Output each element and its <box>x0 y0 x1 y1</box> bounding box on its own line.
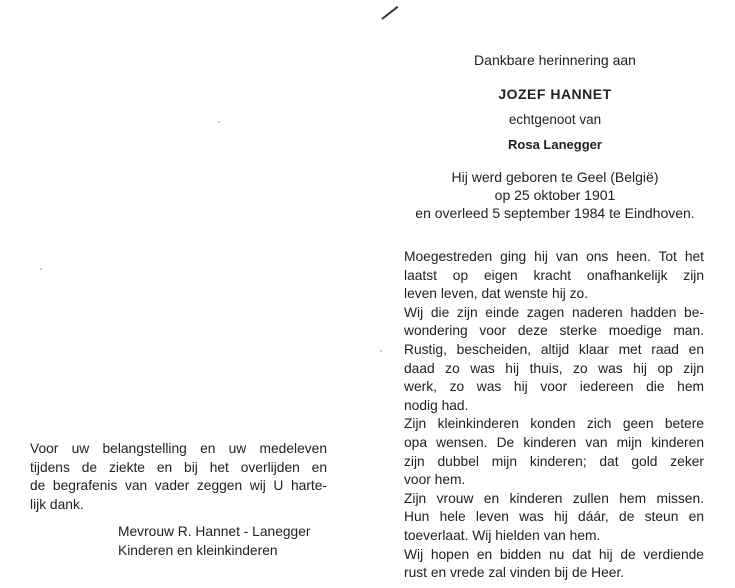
text-line: werk, zo was hij voor iedereen die hem <box>404 379 704 395</box>
birth-place: Hij werd geboren te Geel (België) <box>451 169 659 185</box>
text-line: Zijn kleinkinderen konden zich geen betere <box>404 416 704 432</box>
deceased-name: JOZEF HANNET <box>498 86 612 102</box>
intro-text: Dankbare herinnering aan <box>474 52 636 68</box>
text-line: opa wensen. De kinderen van mijn kinderen <box>404 434 704 450</box>
signature-block <box>118 523 311 560</box>
text-line: zijn dubbel mijn kinderen; dat gold zeker <box>404 453 704 469</box>
memorial-text <box>404 248 704 583</box>
text-line: Hun hele leven was hij dáár, de steun en <box>404 509 704 525</box>
text-line: Wij die zijn einde zagen naderen hadden be- <box>404 304 704 320</box>
text-line: leven leven, dat wenste hij zo. <box>404 286 589 302</box>
signature-line: Mevrouw R. Hannet - Lanegger <box>118 524 311 539</box>
text-line: Voor uw belangstelling en uw medeleven <box>30 441 327 456</box>
thanks-text <box>30 440 327 514</box>
text-line: rust en vrede zal vinden bij de Heer. <box>404 565 625 581</box>
pen-mark <box>381 6 398 20</box>
paper-speck <box>218 121 220 123</box>
text-line: tijdens de ziekte en bij het overlijden en <box>30 459 327 475</box>
text-line: toeverlaat. Wij hielden van hem. <box>404 527 601 543</box>
text-line: laatst op eigen kracht onafhankelijk zijn <box>404 267 704 283</box>
text-line: voor hem. <box>404 472 466 488</box>
text-line: nodig had. <box>404 397 469 413</box>
text-line: Zijn vrouw en kinderen zullen hem missen. <box>404 490 704 506</box>
birth-date: op 25 oktober 1901 <box>494 187 616 203</box>
text-line: Moegestreden ging hij van ons heen. Tot het <box>404 249 704 264</box>
signature-line: Kinderen en kleinkinderen <box>118 542 278 558</box>
paper-speck <box>40 268 42 270</box>
text-line: daad zo was hij thuis, zo was hij op zijn <box>404 360 704 376</box>
paper-speck <box>380 350 382 352</box>
text-line: wondering voor deze sterke moedige man. <box>404 323 704 339</box>
relation-text: echtgenoot van <box>508 112 602 127</box>
text-line: de begrafenis van vader zeggen wij U harte- <box>30 478 327 494</box>
text-line: lijk dank. <box>30 496 84 512</box>
text-line: Wij hopen en bidden nu dat hij de verdiende <box>404 546 704 562</box>
text-line: Rustig, bescheiden, altijd klaar met raad en <box>404 341 704 357</box>
death-info: en overleed 5 september 1984 te Eindhoven. <box>415 205 695 221</box>
spouse-name: Rosa Lanegger <box>508 137 602 152</box>
